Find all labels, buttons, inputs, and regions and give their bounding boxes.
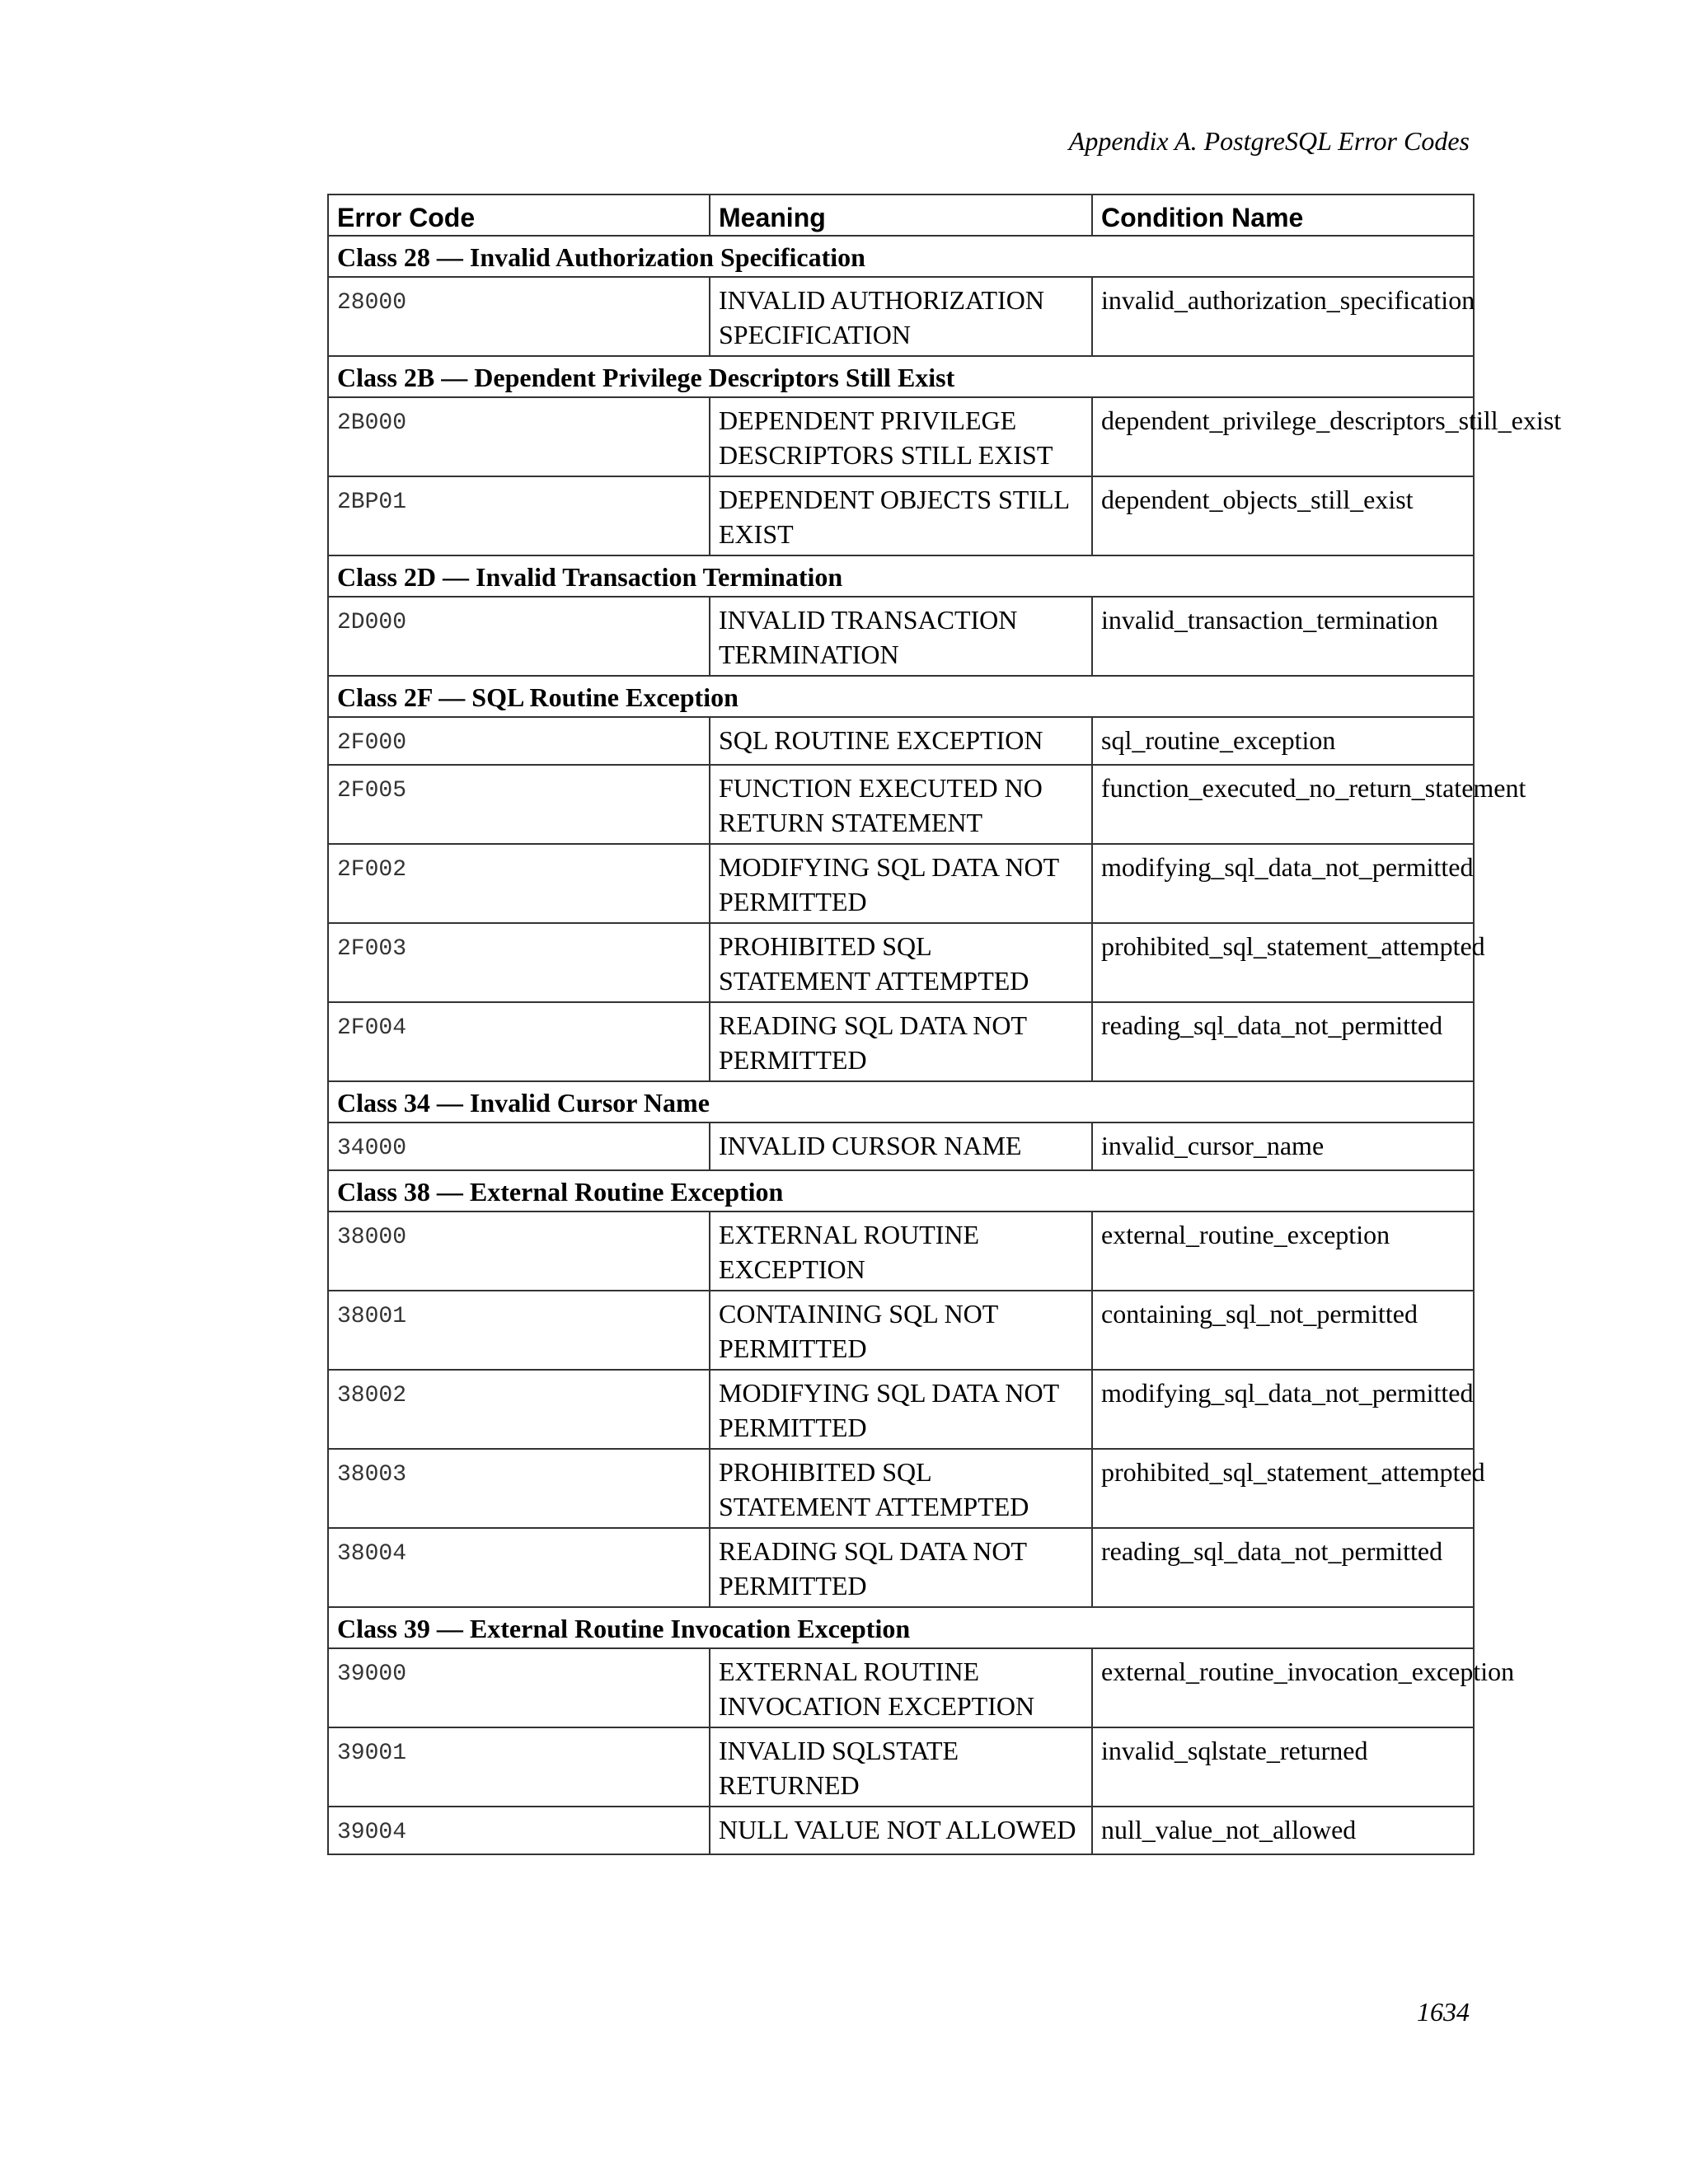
- class-group-title: Class 38 — External Routine Exception: [328, 1170, 1474, 1212]
- table-row: [328, 1212, 1474, 1291]
- table-row: [328, 476, 1474, 555]
- class-group-row: [328, 676, 1474, 717]
- table-row: [328, 1449, 1474, 1528]
- class-group-row: [328, 1607, 1474, 1648]
- class-group-row: [328, 1170, 1474, 1212]
- condition-name-cell: modifying_sql_data_not_permitted: [1092, 844, 1474, 923]
- meaning-cell: PROHIBITED SQL STATEMENT ATTEMPTED: [710, 1449, 1092, 1528]
- meaning-cell: INVALID SQLSTATE RETURNED: [710, 1727, 1092, 1807]
- condition-name-cell: dependent_privilege_descriptors_still_exist: [1092, 397, 1474, 476]
- class-group-title: Class 39 — External Routine Invocation Exception: [328, 1607, 1474, 1648]
- table-body: [328, 236, 1562, 1854]
- error-code-cell: 34000: [328, 1122, 710, 1170]
- condition-name-cell: external_routine_invocation_exception: [1092, 1648, 1474, 1727]
- column-header-error-code: Error Code: [328, 194, 710, 236]
- error-code-cell: 2D000: [328, 597, 710, 676]
- table-row: [328, 1122, 1474, 1170]
- class-group-row: [328, 1081, 1474, 1122]
- condition-name-cell: invalid_transaction_termination: [1092, 597, 1474, 676]
- table-row: [328, 1370, 1474, 1449]
- error-code-cell: 2F002: [328, 844, 710, 923]
- table-row: [328, 1727, 1474, 1807]
- error-code-cell: 39001: [328, 1727, 710, 1807]
- table-row: [328, 1528, 1474, 1607]
- condition-name-cell: null_value_not_allowed: [1092, 1807, 1474, 1854]
- meaning-cell: MODIFYING SQL DATA NOT PERMITTED: [710, 1370, 1092, 1449]
- meaning-cell: READING SQL DATA NOT PERMITTED: [710, 1528, 1092, 1607]
- meaning-cell: FUNCTION EXECUTED NO RETURN STATEMENT: [710, 765, 1092, 844]
- condition-name-cell: reading_sql_data_not_permitted: [1092, 1002, 1474, 1081]
- meaning-cell: NULL VALUE NOT ALLOWED: [710, 1807, 1092, 1854]
- meaning-cell: PROHIBITED SQL STATEMENT ATTEMPTED: [710, 923, 1092, 1002]
- meaning-cell: SQL ROUTINE EXCEPTION: [710, 717, 1092, 765]
- running-header: Appendix A. PostgreSQL Error Codes: [1068, 126, 1470, 156]
- error-code-cell: 38002: [328, 1370, 710, 1449]
- table-row: [328, 1807, 1474, 1854]
- error-code-cell: 38003: [328, 1449, 710, 1528]
- meaning-cell: INVALID CURSOR NAME: [710, 1122, 1092, 1170]
- error-codes-table: [327, 194, 1562, 1855]
- meaning-cell: EXTERNAL ROUTINE EXCEPTION: [710, 1212, 1092, 1291]
- condition-name-cell: external_routine_exception: [1092, 1212, 1474, 1291]
- condition-name-cell: invalid_cursor_name: [1092, 1122, 1474, 1170]
- error-code-cell: 2F003: [328, 923, 710, 1002]
- class-group-title: Class 28 — Invalid Authorization Specification: [328, 236, 1474, 277]
- class-group-title: Class 2D — Invalid Transaction Termination: [328, 555, 1474, 597]
- table-row: [328, 1291, 1474, 1370]
- condition-name-cell: prohibited_sql_statement_attempted: [1092, 923, 1474, 1002]
- table-row: [328, 717, 1474, 765]
- column-header-meaning: Meaning: [710, 194, 1092, 236]
- error-code-cell: 2F005: [328, 765, 710, 844]
- condition-name-cell: reading_sql_data_not_permitted: [1092, 1528, 1474, 1607]
- meaning-cell: INVALID AUTHORIZATION SPECIFICATION: [710, 277, 1092, 356]
- meaning-cell: INVALID TRANSACTION TERMINATION: [710, 597, 1092, 676]
- error-code-cell: 2F000: [328, 717, 710, 765]
- condition-name-cell: sql_routine_exception: [1092, 717, 1474, 765]
- meaning-cell: EXTERNAL ROUTINE INVOCATION EXCEPTION: [710, 1648, 1092, 1727]
- meaning-cell: CONTAINING SQL NOT PERMITTED: [710, 1291, 1092, 1370]
- table-row: [328, 397, 1474, 476]
- condition-name-cell: prohibited_sql_statement_attempted: [1092, 1449, 1474, 1528]
- table-header-row: [328, 194, 1474, 236]
- table-row: [328, 844, 1474, 923]
- condition-name-cell: containing_sql_not_permitted: [1092, 1291, 1474, 1370]
- class-group-title: Class 2B — Dependent Privilege Descriptors Still Exist: [328, 356, 1474, 397]
- error-code-cell: 2B000: [328, 397, 710, 476]
- meaning-cell: DEPENDENT PRIVILEGE DESCRIPTORS STILL EXIST: [710, 397, 1092, 476]
- table-row: [328, 923, 1474, 1002]
- condition-name-cell: function_executed_no_return_statement: [1092, 765, 1474, 844]
- column-header-condition-name: Condition Name: [1092, 194, 1474, 236]
- page-number: 1634: [1417, 1997, 1470, 2027]
- condition-name-cell: modifying_sql_data_not_permitted: [1092, 1370, 1474, 1449]
- table-row: [328, 765, 1474, 844]
- condition-name-cell: invalid_authorization_specification: [1092, 277, 1474, 356]
- error-code-cell: 28000: [328, 277, 710, 356]
- error-code-cell: 2F004: [328, 1002, 710, 1081]
- error-code-cell: 38000: [328, 1212, 710, 1291]
- table-row: [328, 277, 1474, 356]
- table-row: [328, 597, 1474, 676]
- class-group-title: Class 2F — SQL Routine Exception: [328, 676, 1474, 717]
- class-group-title: Class 34 — Invalid Cursor Name: [328, 1081, 1474, 1122]
- error-code-cell: 39000: [328, 1648, 710, 1727]
- table-row: [328, 1648, 1474, 1727]
- meaning-cell: READING SQL DATA NOT PERMITTED: [710, 1002, 1092, 1081]
- class-group-row: [328, 356, 1474, 397]
- condition-name-cell: invalid_sqlstate_returned: [1092, 1727, 1474, 1807]
- error-code-cell: 39004: [328, 1807, 710, 1854]
- class-group-row: [328, 236, 1474, 277]
- error-code-cell: 38004: [328, 1528, 710, 1607]
- meaning-cell: MODIFYING SQL DATA NOT PERMITTED: [710, 844, 1092, 923]
- class-group-row: [328, 555, 1474, 597]
- error-code-cell: 38001: [328, 1291, 710, 1370]
- condition-name-cell: dependent_objects_still_exist: [1092, 476, 1474, 555]
- meaning-cell: DEPENDENT OBJECTS STILL EXIST: [710, 476, 1092, 555]
- error-code-cell: 2BP01: [328, 476, 710, 555]
- table-row: [328, 1002, 1474, 1081]
